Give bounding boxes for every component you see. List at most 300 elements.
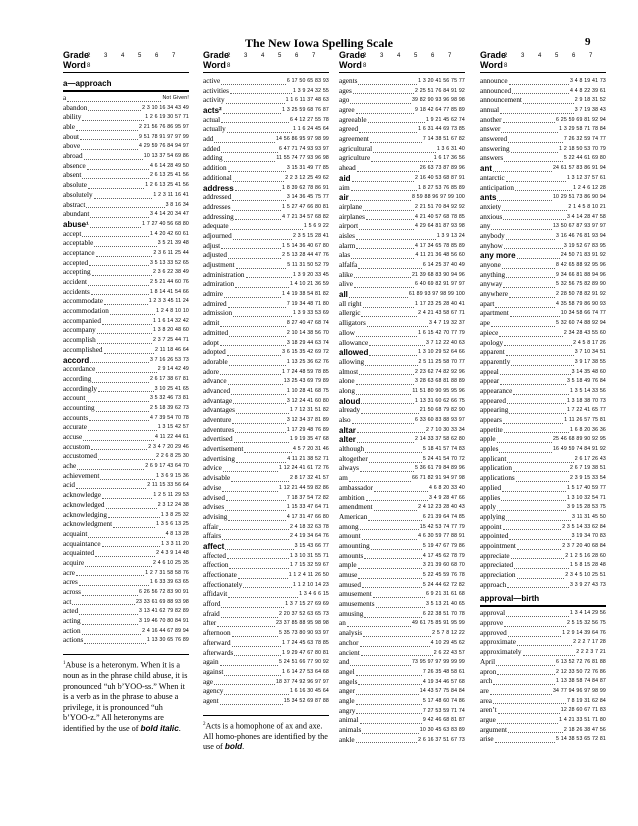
word: acknowledgment — [63, 520, 113, 529]
word-row — [339, 600, 465, 610]
dot-leader — [113, 527, 155, 528]
word-list — [63, 77, 189, 734]
word: acted — [63, 607, 79, 616]
grade-scores: 1 4 20 42 60 61 — [149, 230, 189, 237]
word: adorable — [203, 357, 228, 366]
grade-scores: 6 33 60 83 88 93 97 — [415, 417, 465, 424]
grade-scores: 1 3 8 20 48 60 — [153, 327, 189, 334]
word-row — [203, 290, 329, 300]
word: addresses — [203, 202, 231, 211]
word: announcement — [480, 96, 522, 105]
dot-leader — [229, 568, 289, 569]
word: apology — [480, 338, 504, 347]
word-row — [63, 549, 189, 559]
grade-scores: 2 6 17 26 43 — [574, 455, 606, 462]
dot-leader — [356, 675, 422, 676]
dot-leader — [235, 287, 289, 288]
word-row — [203, 203, 329, 213]
word: appreciation — [480, 571, 516, 580]
grade-scores: 3 5 13 33 52 65 — [149, 259, 189, 266]
word-row — [63, 104, 189, 114]
grade-scores: 1 13 25 36 62 76 — [286, 358, 329, 365]
word-row — [480, 735, 606, 745]
word-row — [480, 232, 606, 242]
dot-leader — [349, 297, 408, 298]
word-row — [480, 319, 606, 329]
word: amusements — [339, 600, 375, 609]
word-header: Word — [339, 60, 362, 70]
grade-scores: 16 49 59 74 84 91 92 — [552, 446, 606, 453]
word: amounting — [339, 542, 370, 550]
page-title: The New Iowa Spelling Scale — [244, 36, 393, 50]
word: airport — [339, 222, 359, 231]
grade-scores: 1 6 33 39 63 65 — [149, 579, 189, 586]
word-row — [203, 484, 329, 494]
word: agents — [339, 77, 358, 85]
grade-scores: 2 3 4 7 20 29 46 — [148, 443, 189, 450]
word: addressing — [203, 212, 234, 221]
word-row — [63, 559, 189, 569]
word: amendment — [339, 503, 373, 512]
dot-leader — [497, 510, 566, 511]
grade-scores: 5 24 51 66 77 90 92 — [279, 659, 329, 666]
word-header: Word — [63, 60, 86, 70]
word-row — [63, 404, 189, 414]
dot-leader — [523, 103, 574, 104]
dot-leader — [234, 655, 281, 656]
grade-scores: 1 12 21 44 59 82 86 — [279, 484, 329, 491]
word-row — [480, 697, 606, 707]
dot-leader — [67, 101, 161, 102]
word: anyhow — [480, 241, 503, 250]
word: adventures — [203, 425, 235, 434]
grade-scores: 6 40 69 82 91 97 97 — [415, 281, 465, 288]
dot-leader — [371, 161, 433, 162]
word-row — [203, 135, 329, 145]
grade-scores: 4 5 7 20 31 46 — [293, 446, 329, 453]
column-3 — [339, 50, 465, 745]
grade-scores: 2 2 2 7 17 28 — [573, 639, 606, 646]
dot-leader — [88, 537, 164, 538]
word-row — [63, 598, 189, 608]
word: abundant — [63, 210, 90, 219]
grade-scores: 2 6 9 17 43 64 70 — [145, 463, 189, 470]
word-row — [203, 339, 329, 349]
grade-scores: 1 15 33 47 64 71 — [286, 504, 329, 511]
dot-leader — [229, 336, 286, 337]
dot-leader — [236, 462, 286, 463]
grade-scores: 3 4 14 28 47 58 — [566, 213, 606, 220]
dot-leader — [507, 403, 566, 404]
word: appointment — [480, 542, 516, 550]
word: accounts — [63, 413, 89, 422]
dot-leader — [376, 607, 425, 608]
word-row — [203, 435, 329, 445]
word-row — [339, 726, 465, 736]
grade-scores: 1 2 6 19 30 57 71 — [145, 114, 189, 121]
dot-leader — [94, 198, 153, 199]
word: apart — [480, 299, 495, 308]
dot-leader — [517, 258, 560, 259]
grade-scores: 3 5 18 49 76 84 — [566, 378, 606, 385]
word: actually — [203, 125, 226, 134]
footnote-emphasis: bold — [224, 742, 243, 752]
grade-scores: 14 43 57 75 84 84 — [419, 688, 465, 695]
footnote-text: Acts is a homophone of ax and axe. All homo-phones are identified by the use of — [203, 721, 328, 752]
grade-scores: 2 4 21 43 58 67 71 — [418, 310, 465, 317]
word: apparent — [480, 348, 505, 357]
dot-leader — [221, 607, 284, 608]
word: afford — [203, 600, 221, 609]
word-row — [339, 465, 465, 475]
grade-scores: 3 14 35 48 60 — [571, 368, 606, 375]
word-row — [339, 610, 465, 620]
word: apple — [480, 435, 496, 444]
word: adjusted — [203, 251, 227, 260]
word-row — [480, 387, 606, 397]
word-row — [339, 106, 465, 116]
word-row — [339, 678, 465, 688]
word: absence — [63, 161, 86, 170]
dot-leader — [373, 597, 425, 598]
word: answering — [480, 144, 510, 153]
word-row — [339, 174, 465, 184]
dot-leader — [221, 152, 278, 153]
dot-leader — [82, 236, 149, 237]
word: ample — [339, 561, 357, 570]
word: accomplish — [63, 336, 96, 345]
word-row — [339, 222, 465, 232]
dot-leader — [365, 452, 422, 453]
dot-leader — [356, 742, 418, 743]
dot-leader — [351, 190, 417, 191]
dot-leader — [511, 152, 559, 153]
grade-scores: 1 8 27 53 76 85 89 — [418, 184, 465, 191]
grade-scores: 15 42 53 74 77 79 — [419, 523, 465, 530]
dot-leader — [510, 316, 560, 317]
word: accidents — [63, 287, 90, 296]
word-row — [480, 581, 606, 591]
grade-scores: 1 3 15 42 57 — [157, 424, 189, 431]
word: announce — [480, 77, 508, 85]
grade-scores: 5 32 56 75 82 89 90 — [556, 281, 606, 288]
word: ants — [480, 193, 497, 203]
grade-scores: 3 28 63 68 81 88 89 — [415, 378, 465, 385]
word: abandon — [63, 103, 88, 112]
word: abroad — [63, 152, 83, 161]
dot-leader — [504, 161, 563, 162]
word: apron — [480, 667, 497, 676]
column-4 — [480, 50, 606, 745]
word-row — [203, 358, 329, 368]
word-row — [203, 629, 329, 639]
dot-leader — [349, 481, 411, 482]
dot-leader — [95, 556, 155, 557]
word-row — [480, 222, 606, 232]
word: advised — [203, 493, 225, 502]
dot-leader — [517, 645, 572, 646]
word: alike — [339, 270, 353, 279]
word-row — [203, 600, 329, 610]
word-row — [480, 619, 606, 629]
word-row — [339, 435, 465, 445]
word-row — [480, 503, 606, 513]
word: affidavit — [203, 590, 228, 599]
grade-scores: 2 4 12 23 28 40 43 — [418, 504, 465, 511]
grade-scores: 1 7 22 41 65 77 — [566, 407, 606, 414]
word: airplanes — [339, 212, 365, 221]
word: apply — [480, 503, 496, 512]
dot-leader — [90, 217, 149, 218]
word-row — [480, 329, 606, 339]
dot-leader — [233, 316, 292, 317]
dot-leader — [246, 277, 292, 278]
word: agreed — [339, 125, 359, 134]
dot-leader — [506, 277, 555, 278]
grade-scores: 4 29 59 76 84 94 97 — [139, 143, 189, 150]
grade-scores: 2 4 3 9 14 48 — [156, 550, 189, 557]
word: acknowledge — [63, 491, 101, 500]
grade-scores: 4 11 22 44 61 — [155, 434, 189, 441]
dot-leader — [82, 178, 149, 179]
word-row — [339, 261, 465, 271]
dot-leader — [358, 578, 421, 579]
word: am — [339, 474, 348, 483]
dot-leader — [224, 161, 276, 162]
word-row — [203, 193, 329, 203]
word: anchor — [339, 638, 359, 647]
word: acknowledging — [63, 510, 107, 519]
grade-scores: 2 3 7 20 40 68 84 — [562, 542, 606, 549]
word: afternoon — [203, 629, 231, 638]
grade-scores: 66 71 82 91 94 97 98 — [411, 475, 465, 482]
word-row — [339, 542, 465, 552]
word-row — [63, 356, 189, 366]
word-header: Word — [203, 60, 226, 70]
word-row — [480, 416, 606, 426]
word: after — [203, 619, 217, 628]
word-row — [203, 116, 329, 126]
word: angle — [339, 697, 355, 705]
grade-scores: 5 11 31 50 52 79 — [287, 262, 329, 269]
word-row — [339, 387, 465, 397]
word-row — [63, 443, 189, 453]
word: afraid — [203, 609, 220, 618]
grade-scores: 1 3 29 58 71 78 84 — [559, 126, 606, 133]
word: a — [63, 94, 67, 102]
word-row — [480, 513, 606, 523]
word: any more — [480, 251, 516, 261]
word-row — [480, 552, 606, 562]
word: accustomed — [63, 452, 97, 461]
word: agree — [339, 106, 355, 115]
word-row — [203, 610, 329, 620]
grade-scores: 5 18 41 57 74 83 — [422, 446, 465, 453]
grade-scores: 2 4 5 8 17 26 — [573, 339, 606, 346]
grade-scores: 14 56 86 95 97 98 99 — [275, 136, 329, 143]
dot-leader — [350, 665, 411, 666]
grade-scores: 1 3 4 6 6 15 — [299, 591, 329, 598]
grade-scores: 21 50 68 79 82 90 — [419, 407, 465, 414]
dot-leader — [220, 704, 283, 705]
dot-leader — [352, 423, 414, 424]
grade-scores: 8 42 65 88 92 95 96 — [556, 262, 606, 269]
grade-scores: 2 21 51 70 84 92 92 — [415, 203, 465, 210]
word-row — [480, 125, 606, 135]
word: acquaintance — [63, 539, 101, 548]
word: advises — [203, 503, 225, 512]
word: accommodation — [63, 307, 109, 316]
word-row — [480, 465, 606, 475]
word: anything — [480, 270, 506, 279]
footnote-text: Abuse is a heteronym. When it is a noun as in the phrase child abuse, it is pronounced “uh b’YOO-ss.” When it is a verb as in the phrase to abuse a privilege, it is pronounced “uh b’YOO-z.” All heteronyms are identified by the use of — [63, 660, 188, 733]
grade-scores: 1 3 3 11 20 — [161, 540, 189, 547]
word: accordingly — [63, 384, 97, 393]
grade-scores: 1 5 27 47 66 80 81 — [282, 203, 329, 210]
word-row — [203, 348, 329, 358]
grade-scores: Not Given! — [162, 94, 189, 101]
word-row — [63, 627, 189, 637]
grade-scores: 1 9 29 47 67 80 81 — [282, 649, 329, 656]
dot-leader — [503, 529, 562, 530]
word-row — [480, 648, 606, 658]
dot-leader — [232, 636, 279, 637]
word-row — [63, 327, 189, 337]
word: accustom — [63, 442, 91, 451]
word-row — [203, 251, 329, 261]
word-row — [480, 426, 606, 436]
word-row — [203, 125, 329, 135]
word: affair — [203, 522, 219, 531]
word: argument — [480, 725, 508, 734]
word-row — [63, 346, 189, 356]
grade-scores: 2 14 33 37 58 62 80 — [415, 436, 465, 443]
word-row — [480, 251, 606, 261]
word-row — [203, 465, 329, 475]
dot-leader — [83, 440, 154, 441]
grade-scores: 2 3 9 15 33 54 — [570, 475, 606, 482]
word: addition — [203, 164, 227, 173]
word-row — [63, 191, 189, 201]
word-row — [203, 329, 329, 339]
word: amused — [339, 580, 361, 589]
dot-leader — [362, 539, 418, 540]
word-row — [203, 368, 329, 378]
word: admire — [203, 290, 223, 299]
word-row — [339, 280, 465, 290]
dot-leader — [367, 326, 428, 327]
word-row — [63, 607, 189, 617]
grade-scores: 5 24 41 54 70 72 — [422, 455, 465, 462]
grade-scores: 10 30 45 63 83 89 — [419, 727, 465, 734]
word: acting — [63, 617, 81, 626]
dot-leader — [501, 500, 566, 501]
word-row — [339, 251, 465, 261]
dot-leader — [219, 529, 289, 530]
grade-scores: 1 7 24 45 63 78 85 — [282, 639, 329, 646]
grade-scores: 11 51 80 90 95 95 96 — [412, 387, 465, 394]
word-row — [480, 571, 606, 581]
dot-leader — [361, 316, 417, 317]
grade-scores: 1 5 14 36 40 67 80 — [282, 242, 329, 249]
dot-leader — [230, 229, 303, 230]
dot-leader — [102, 324, 152, 325]
dot-leader — [497, 674, 555, 675]
grade-scores: 3 12 24 41 60 80 — [286, 397, 329, 404]
dot-leader — [496, 665, 555, 666]
word: address — [203, 183, 234, 193]
dot-leader — [232, 423, 286, 424]
word-row — [339, 213, 465, 223]
word: anxiety — [480, 202, 502, 211]
grade-numbers: 2 3 4 5 6 7 8 — [227, 53, 322, 69]
word-row — [63, 220, 189, 230]
dot-leader — [368, 122, 425, 123]
grade-numbers: 2 3 4 5 6 7 8 — [87, 53, 182, 69]
word: advanced — [203, 387, 231, 395]
word-row — [339, 474, 465, 484]
dot-leader — [108, 517, 160, 518]
word: appears — [480, 416, 502, 425]
word-row — [480, 184, 606, 194]
word-row — [63, 482, 189, 492]
grade-scores: 2 7 10 30 33 34 — [425, 426, 465, 433]
word: anger — [339, 687, 355, 696]
dot-leader — [515, 190, 572, 191]
word-row — [480, 213, 606, 223]
word: acts² — [203, 106, 222, 116]
word: accompanied — [63, 316, 101, 325]
word-row — [63, 540, 189, 550]
dot-leader — [507, 462, 573, 463]
dot-leader — [94, 246, 156, 247]
grade-scores: 2 4 18 32 63 78 — [289, 523, 329, 530]
dot-leader — [224, 675, 281, 676]
grade-scores: 1 11 26 57 75 81 — [564, 417, 606, 424]
word-row — [203, 145, 329, 155]
dot-leader — [352, 181, 414, 182]
grade-scores: 2 3 5 14 33 62 84 — [562, 523, 606, 530]
dot-leader — [102, 546, 161, 547]
word: arise — [480, 735, 494, 744]
word: already — [339, 406, 361, 415]
word: among — [339, 522, 359, 531]
dot-leader — [224, 694, 289, 695]
grade-scores: 4 17 45 62 78 79 — [422, 552, 465, 559]
dot-leader — [87, 169, 149, 170]
word: amuse — [339, 571, 358, 580]
word-row — [63, 239, 189, 249]
word: advertisement — [203, 445, 244, 454]
dot-leader — [490, 694, 552, 695]
word-row — [63, 307, 189, 317]
grade-scores: 18 37 74 92 96 97 97 — [275, 678, 329, 685]
dot-leader — [373, 152, 436, 153]
dot-leader — [506, 616, 569, 617]
grade-scores: 1 4 10 21 36 59 — [289, 281, 329, 288]
dot-leader — [233, 239, 292, 240]
word: adequate — [203, 222, 229, 231]
grade-scores: 1 3 6 31 40 — [436, 145, 465, 152]
grade-scores: 4 35 58 79 86 90 93 — [556, 300, 606, 307]
dot-leader — [512, 93, 569, 94]
dot-leader — [235, 219, 281, 220]
grade-scores: 3 5 21 39 48 — [157, 240, 189, 247]
word-row — [480, 609, 606, 619]
word-row — [63, 617, 189, 627]
dot-leader — [361, 403, 414, 404]
word: applied — [480, 483, 502, 492]
